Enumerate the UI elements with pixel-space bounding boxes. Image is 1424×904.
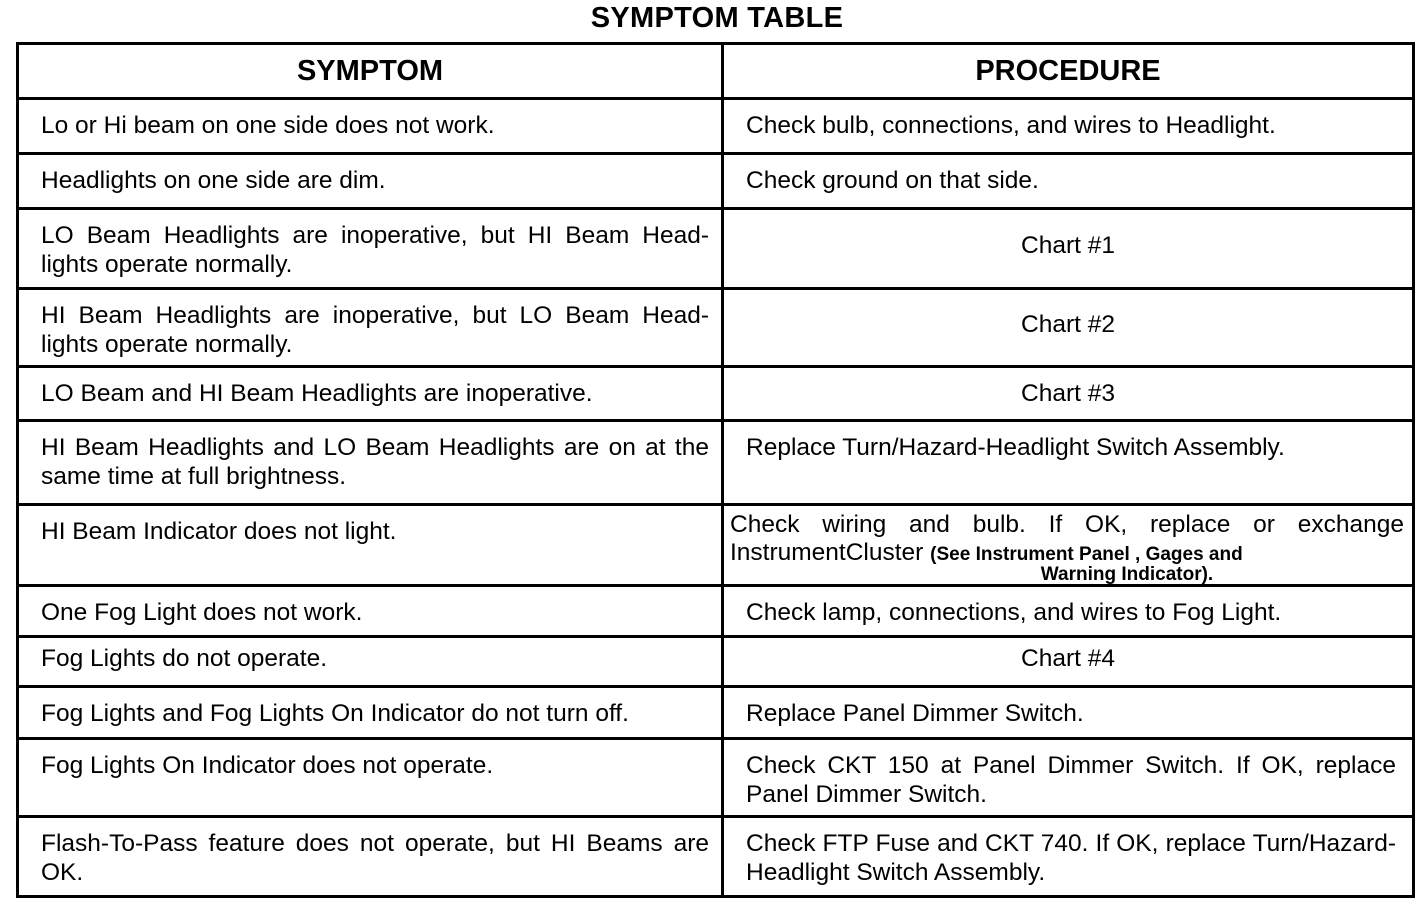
table-row: [18, 209, 1414, 289]
table-row: [18, 817, 1414, 897]
procedure-cell: Check bulb, connections, and wires to Headlight.: [723, 99, 1414, 154]
table-row: [18, 739, 1414, 817]
procedure-cell: Chart #2: [723, 289, 1414, 367]
procedure-note: (See Instrument Panel , Gages and: [930, 544, 1243, 565]
table-row: [18, 99, 1414, 154]
procedure-note: Warning Indicator).: [1040, 564, 1214, 585]
procedure-cell: Replace Turn/Hazard-Headlight Switch Assembly.: [723, 421, 1414, 505]
procedure-cell: Replace Panel Dimmer Switch.: [723, 687, 1414, 739]
procedure-cell: Chart #3: [723, 367, 1414, 421]
symptom-cell: One Fog Light does not work.: [18, 586, 723, 637]
table-row: [18, 421, 1414, 505]
table-row: [18, 586, 1414, 637]
procedure-cell: Check FTP Fuse and CKT 740. If OK, replace Turn/Hazard-Headlight Switch Assembly.: [723, 817, 1414, 897]
table-header-row: [18, 44, 1414, 99]
symptom-table: [16, 42, 1415, 898]
table-row: [18, 687, 1414, 739]
procedure-cell: Chart #1: [723, 209, 1414, 289]
symptom-cell: LO Beam and HI Beam Headlights are inoperative.: [18, 367, 723, 421]
symptom-cell: Fog Lights and Fog Lights On Indicator do not turn off.: [18, 687, 723, 739]
table-row: [18, 154, 1414, 209]
symptom-cell: HI Beam Headlights are inoperative, but LO Beam Head-lights operate normally.: [18, 289, 723, 367]
table-row: [18, 367, 1414, 421]
symptom-cell: Flash-To-Pass feature does not operate, but HI Beams are OK.: [18, 817, 723, 897]
procedure-cell: Check ground on that side.: [723, 154, 1414, 209]
procedure-line: InstrumentCluster: [730, 539, 924, 566]
table-row: [18, 289, 1414, 367]
table-row: [18, 637, 1414, 687]
column-header-symptom: SYMPTOM: [18, 44, 723, 99]
procedure-cell: Check CKT 150 at Panel Dimmer Switch. If OK, replace Panel Dimmer Switch.: [723, 739, 1414, 817]
symptom-cell: HI Beam Headlights and LO Beam Headlights are on at the same time at full brightness.: [18, 421, 723, 505]
procedure-cell: Chart #4: [723, 637, 1414, 687]
symptom-cell: LO Beam Headlights are inoperative, but HI Beam Head-lights operate normally.: [18, 209, 723, 289]
procedure-line: Check wiring and bulb. If OK, replace or exchange: [730, 511, 1404, 538]
column-header-procedure: PROCEDURE: [723, 44, 1414, 99]
symptom-cell: Lo or Hi beam on one side does not work.: [18, 99, 723, 154]
table-row: [18, 505, 1414, 586]
procedure-cell: [723, 505, 1414, 586]
symptom-cell: Headlights on one side are dim.: [18, 154, 723, 209]
symptom-cell: Fog Lights On Indicator does not operate.: [18, 739, 723, 817]
symptom-cell: Fog Lights do not operate.: [18, 637, 723, 687]
symptom-cell: HI Beam Indicator does not light.: [18, 505, 723, 586]
page-title: SYMPTOM TABLE: [590, 2, 844, 34]
procedure-cell: Check lamp, connections, and wires to Fog Light.: [723, 586, 1414, 637]
